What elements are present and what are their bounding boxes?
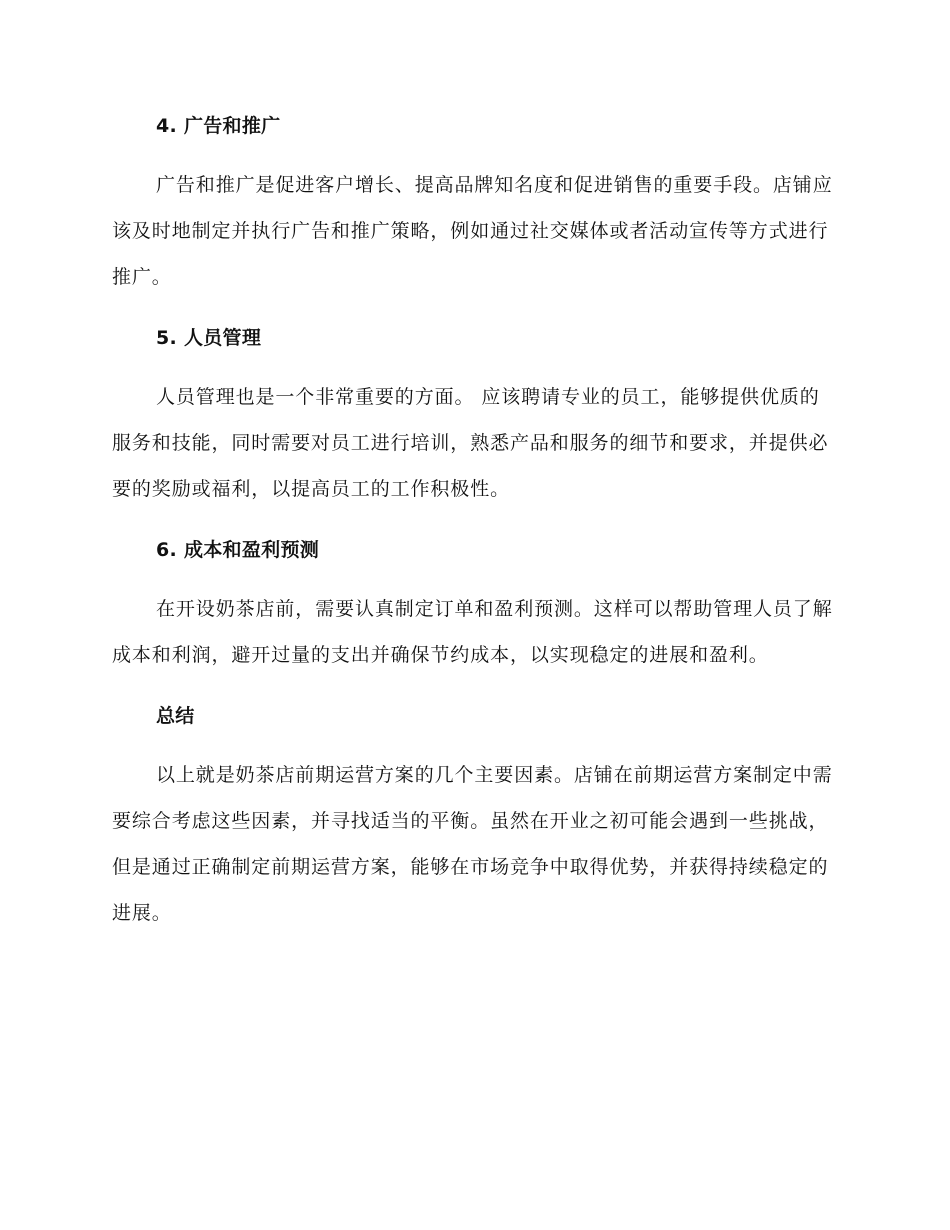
- paragraph-advertising: 广告和推广是促进客户增长、提高品牌知名度和促进销售的重要手段。店铺应该及时地制定并执行广告和推广策略，例如通过社交媒体或者活动宣传等方式进行推广。: [112, 174, 833, 288]
- section-heading-staff-management: 5. 人员管理: [156, 327, 262, 349]
- paragraph-cost-profit-forecast: 在开设奶茶店前，需要认真制定订单和盈利预测。这样可以帮助管理人员了解成本和利润，避开过量的支出并确保节约成本，以实现稳定的进展和盈利。: [112, 598, 833, 666]
- section-heading-summary: 总结: [156, 705, 195, 727]
- section-heading-cost-profit-forecast: 6. 成本和盈利预测: [156, 539, 320, 561]
- paragraph-summary: 以上就是奶茶店前期运营方案的几个主要因素。店铺在前期运营方案制定中需要综合考虑这些因素，并寻找适当的平衡。虽然在开业之初可能会遇到一些挑战，但是通过正确制定前期运营方案，能够在市场竞争中取得优势，并获得持续稳定的进展。: [112, 764, 833, 924]
- section-heading-advertising: 4. 广告和推广: [156, 115, 281, 137]
- paragraph-staff-management: 人员管理也是一个非常重要的方面。 应该聘请专业的员工，能够提供优质的服务和技能，同时需要对员工进行培训，熟悉产品和服务的细节和要求，并提供必要的奖励或福利，以提高员工的工作积极性。: [112, 386, 829, 500]
